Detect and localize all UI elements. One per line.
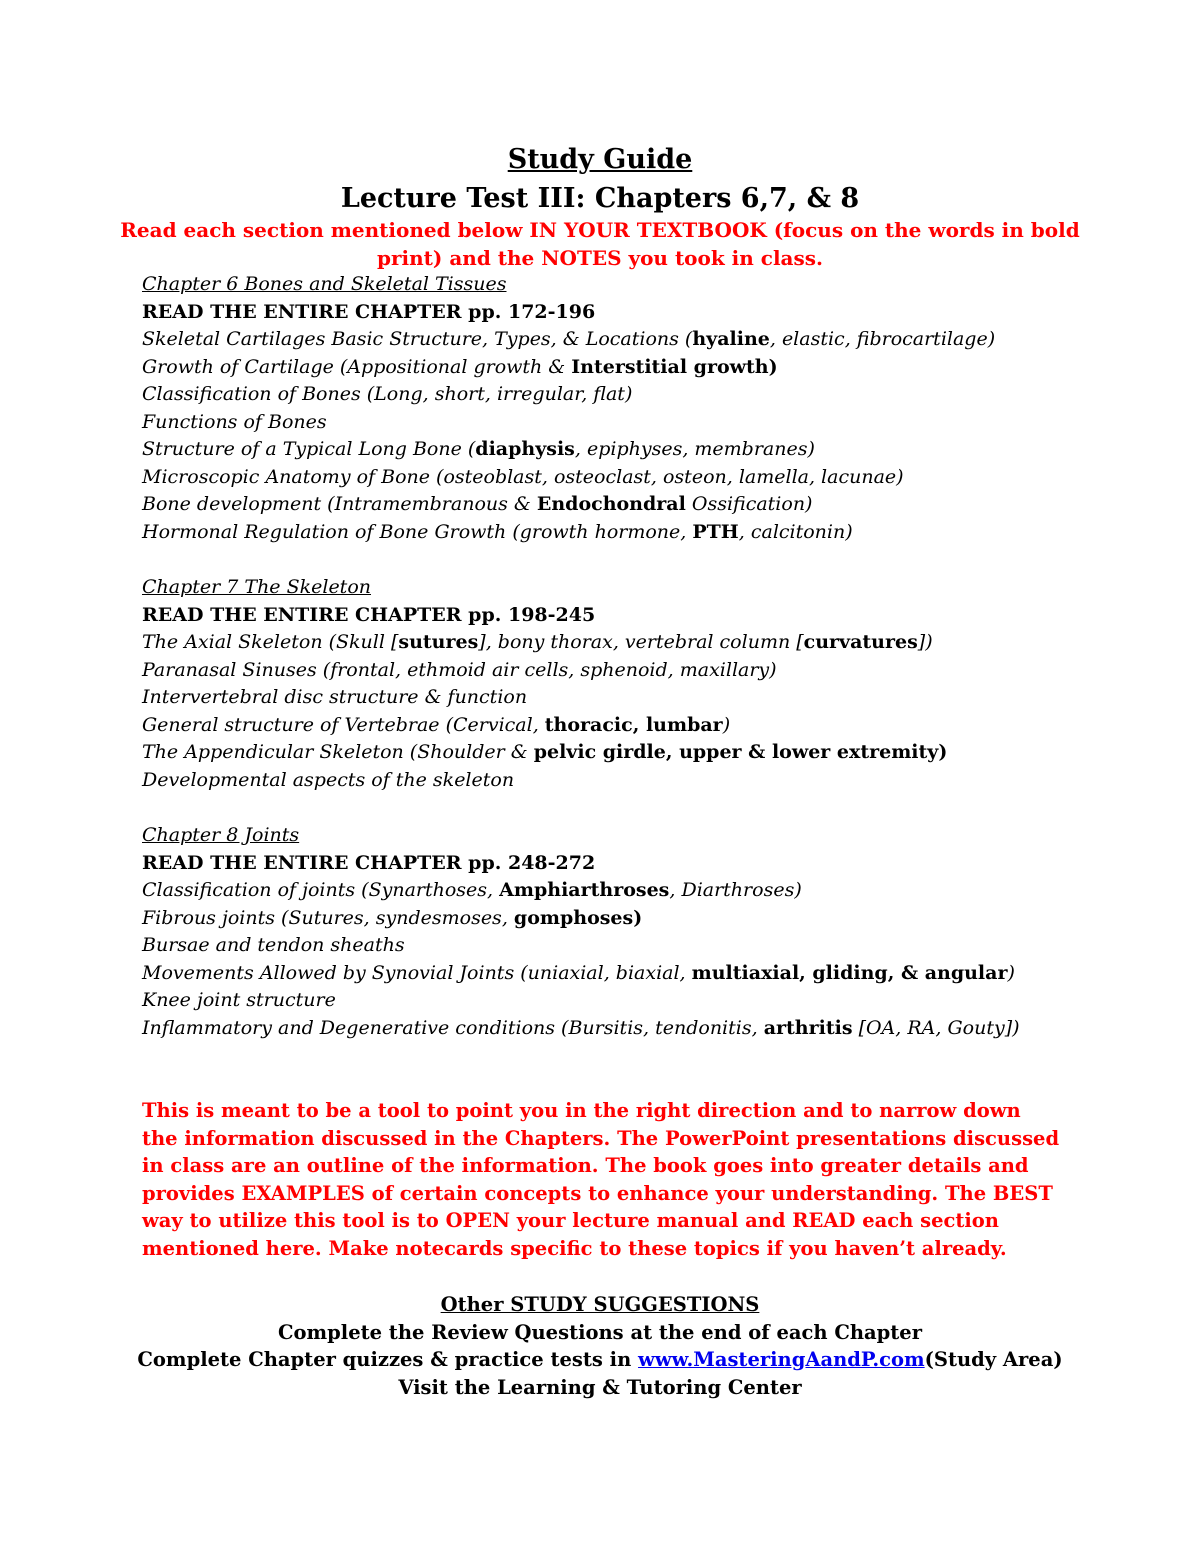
topic-item: Knee joint structure bbox=[142, 989, 336, 1011]
topic-item: Inflammatory and Degenerative conditions (Bursitis, tendonitis, arthritis [OA, RA, Gouty]) bbox=[142, 1016, 1020, 1039]
topic-item: Microscopic Anatomy of Bone (osteoblast, osteoclast, osteon, lamella, lacunae) bbox=[142, 465, 904, 488]
chapter-8-section bbox=[142, 822, 1142, 1042]
suggestion-item: Complete the Review Questions at the end of each Chapter bbox=[278, 1320, 922, 1344]
chapter-6-section bbox=[142, 271, 1142, 546]
topic-item: Structure of a Typical Long Bone (diaphysis, epiphyses, membranes) bbox=[142, 438, 815, 460]
topic-item: Movements Allowed by Synovial Joints (uniaxial, biaxial, multiaxial, gliding, & angular) bbox=[142, 961, 1015, 984]
topic-item: Functions of Bones bbox=[142, 410, 327, 433]
topic-item: Fibrous joints (Sutures, syndesmoses, gomphoses) bbox=[142, 906, 643, 929]
suggestion-item: Visit the Learning & Tutoring Center bbox=[398, 1375, 802, 1399]
chapter-7-section bbox=[142, 574, 1142, 794]
topic-item: Paranasal Sinuses (frontal, ethmoid air cells, sphenoid, maxillary) bbox=[142, 658, 777, 681]
topic-item: Bursae and tendon sheaths bbox=[142, 934, 405, 956]
suggestions-heading: Other STUDY SUGGESTIONS bbox=[440, 1293, 760, 1316]
topic-item: Skeletal Cartilages Basic Structure, Types, & Locations (hyaline, elastic, fibrocartilage) bbox=[142, 328, 996, 350]
suggestion-item: Complete Chapter quizzes & practice tests in www.MasteringAandP.com(Study Area) bbox=[137, 1348, 1063, 1371]
topic-item: Bone development (Intramembranous & Endochondral Ossification) bbox=[142, 493, 813, 515]
topic-item: Growth of Cartilage (Appositional growth & Interstitial growth) bbox=[142, 355, 778, 378]
page-subtitle: Lecture Test III: Chapters 6,7, & 8 bbox=[340, 183, 860, 214]
topic-item: Developmental aspects of the skeleton bbox=[142, 768, 515, 791]
topic-item: Intervertebral disc structure & function bbox=[142, 686, 528, 708]
read-chapter-line: READ THE ENTIRE CHAPTER pp. 198-245 bbox=[142, 603, 596, 626]
page-title: Study Guide bbox=[507, 144, 693, 175]
topic-item: Classification of joints (Synarthoses, Amphiarthroses, Diarthroses) bbox=[142, 879, 802, 901]
intro-instructions: Read each section mentioned below IN YOUR TEXTBOOK (focus on the words in bold print) and the NOTES you took in class. bbox=[120, 218, 1080, 270]
chapter-heading: Chapter 8 Joints bbox=[142, 824, 300, 846]
tool-note: This is meant to be a tool to point you in the right direction and to narrow down the information discussed in the Chapters. The PowerPoint presentations discussed in class are an outline of the information. The book goes into greater details and provides EXAMPLES of certain concepts to enhance your understanding. The BEST way to utilize this tool is to OPEN your lecture manual and READ each section mentioned here. Make notecards specific to these topics if you haven’t already. bbox=[142, 1099, 1060, 1260]
read-chapter-line: READ THE ENTIRE CHAPTER pp. 172-196 bbox=[142, 300, 596, 323]
mastering-link[interactable]: www.MasteringAandP.com bbox=[638, 1348, 925, 1371]
read-chapter-line: READ THE ENTIRE CHAPTER pp. 248-272 bbox=[142, 851, 596, 874]
chapter-heading: Chapter 6 Bones and Skeletal Tissues bbox=[142, 273, 507, 295]
chapter-heading: Chapter 7 The Skeleton bbox=[142, 576, 371, 598]
study-suggestions bbox=[0, 1291, 1200, 1401]
topic-item: The Appendicular Skeleton (Shoulder & pelvic girdle, upper & lower extremity) bbox=[142, 741, 948, 763]
topic-item: Hormonal Regulation of Bone Growth (growth hormone, PTH, calcitonin) bbox=[142, 520, 853, 543]
topic-item: The Axial Skeleton (Skull [sutures], bony thorax, vertebral column [curvatures]) bbox=[142, 631, 933, 653]
topic-item: General structure of Vertebrae (Cervical, thoracic, lumbar) bbox=[142, 713, 731, 736]
topic-item: Classification of Bones (Long, short, irregular, flat) bbox=[142, 383, 633, 405]
